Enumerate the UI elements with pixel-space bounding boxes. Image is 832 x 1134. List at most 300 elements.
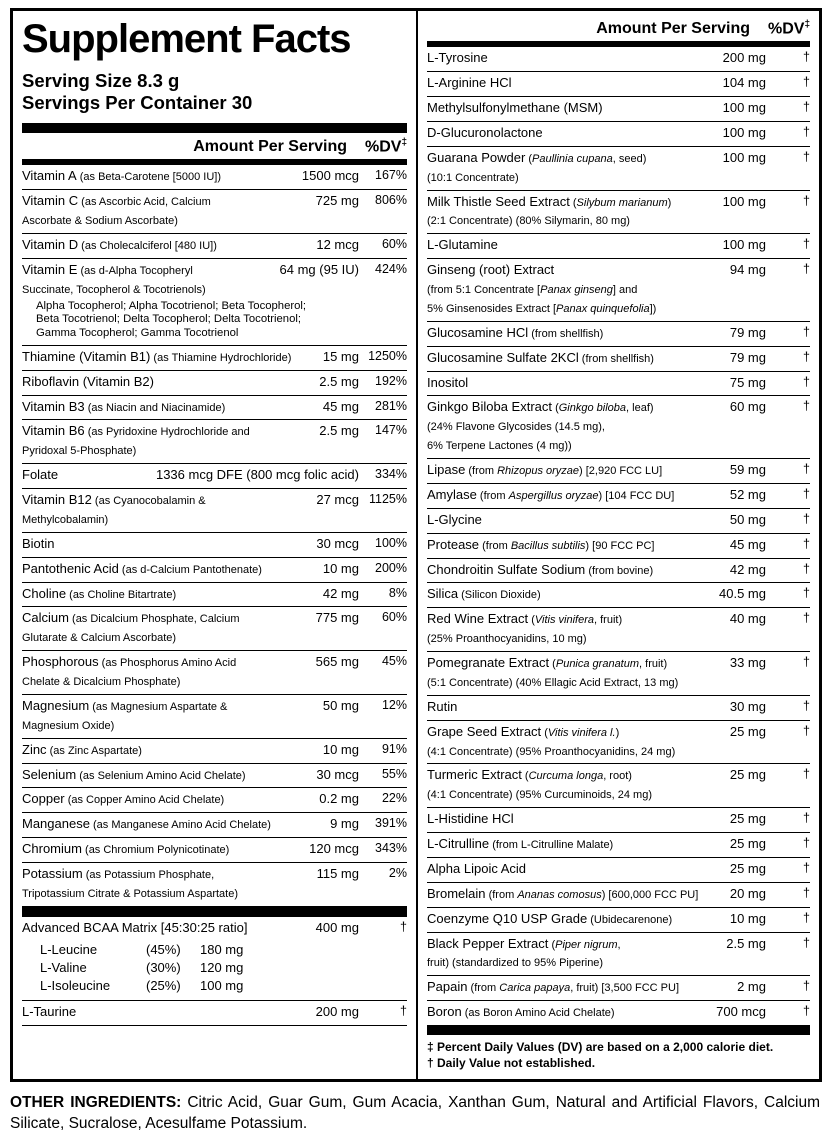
dv-value: † — [803, 193, 810, 208]
sub-ingredient-lines — [22, 299, 407, 342]
dv-value: † — [803, 100, 810, 115]
sub-ingredient-amount: 120 mg — [200, 960, 244, 976]
left-column-header — [22, 133, 407, 159]
right-nutrient-rows — [427, 47, 810, 1025]
dv-value: † — [803, 262, 810, 277]
dv-header-mark: ‡ — [401, 136, 407, 148]
section-divider-bar — [22, 123, 407, 133]
nutrient-descriptor: (Curcuma longa, root) (4:1 Concentrate) (95% Curcuminoids, 24 mg) — [427, 770, 652, 802]
nutrient-descriptor: (as Phosphorus Amino Acid Chelate & Dicalcium Phosphate) — [22, 657, 237, 689]
nutrient-row — [22, 916, 407, 1000]
amount-value: 33 mg — [729, 655, 766, 671]
dv-value: 424% — [375, 261, 407, 276]
nutrient-name: Copper — [22, 791, 65, 807]
dv-value: † — [803, 836, 810, 851]
other-ingredients-text: Citric Acid, Guar Gum, Gum Acacia, Xanthan Gum, Natural and Artificial Flavors, Calcium Silicate, Sucralose, Acesulfame Potassium. — [10, 1094, 820, 1132]
dv-value: 192% — [375, 373, 407, 388]
amount-value: 2.5 mg — [319, 423, 359, 439]
nutrient-row — [427, 607, 810, 651]
nutrient-name: Amylase — [427, 486, 477, 502]
nutrient-name: Chondroitin Sulfate Sodium — [427, 561, 586, 577]
dv-value: † — [803, 149, 810, 164]
nutrient-name: Vitamin B6 — [22, 423, 85, 439]
nutrient-row — [427, 371, 810, 396]
amount-value: 60 mg — [729, 399, 766, 415]
nutrient-row — [22, 606, 407, 650]
amount-value: 25 mg — [729, 811, 766, 827]
nutrient-row — [427, 395, 810, 458]
amount-value: 2.5 mg — [726, 935, 766, 951]
nutrient-name: Protease — [427, 536, 480, 552]
nutrient-row — [427, 483, 810, 508]
dv-value: 1250% — [368, 348, 407, 363]
amount-value: 50 mg — [729, 511, 766, 527]
sub-ingredient-line: Gamma Tocopherol; Gamma Tocotrienol — [36, 327, 239, 340]
dv-value: 55% — [381, 766, 407, 781]
dv-value: 100% — [375, 535, 407, 550]
section-divider-bar — [22, 906, 407, 916]
footnote: ‡ Percent Daily Values (DV) are based on a 2,000 calorie diet. — [427, 1040, 774, 1055]
nutrient-descriptor: (from 5:1 Concentrate [Panax ginseng] and 5% Ginsenosides Extract [Panax quinquefolia]) — [427, 284, 657, 315]
nutrient-name: L-Citrulline — [427, 836, 490, 852]
dv-value: † — [803, 811, 810, 826]
nutrient-row — [427, 96, 810, 121]
dv-value: 22% — [381, 791, 407, 806]
sub-ingredient-row — [40, 959, 407, 977]
nutrient-descriptor: (Vitis vinifera l.) (4:1 Concentrate) (95% Proanthocyanidins, 24 mg) — [427, 726, 676, 758]
amount-value: 400 mg — [315, 919, 359, 935]
nutrient-row — [427, 763, 810, 807]
nutrient-name: Selenium — [22, 766, 77, 782]
nutrient-name: Glucosamine Sulfate 2KCl — [427, 349, 579, 365]
amount-value: 94 mg — [729, 262, 766, 278]
nutrient-row — [22, 738, 407, 763]
nutrient-row — [427, 71, 810, 96]
nutrient-descriptor: (Silicon Dioxide) — [458, 589, 541, 602]
nutrient-row — [22, 862, 407, 906]
nutrient-descriptor: (as Magnesium Aspartate & Magnesium Oxide) — [22, 700, 228, 732]
sub-ingredient-percent: (45%) — [146, 942, 181, 958]
sub-ingredient-line: Alpha Tocopherol; Alpha Tocotrienol; Beta Tocopherol; — [36, 299, 307, 312]
amount-value: 30 mcg — [316, 535, 359, 551]
nutrient-name: Coenzyme Q10 USP Grade — [427, 910, 588, 926]
dv-value: † — [803, 124, 810, 139]
amount-value: 725 mg — [315, 193, 359, 209]
nutrient-row — [22, 395, 407, 420]
amount-value: 115 mg — [316, 866, 359, 882]
dv-value: † — [803, 536, 810, 551]
nutrient-name: Guarana Powder — [427, 149, 526, 165]
nutrient-name: Folate — [22, 467, 59, 483]
nutrient-row — [427, 321, 810, 346]
nutrient-name: Grape Seed Extract — [427, 723, 542, 739]
amount-value: 100 mg — [722, 237, 766, 253]
nutrient-name: Vitamin A — [22, 168, 77, 184]
nutrient-name: L-Taurine — [22, 1003, 77, 1019]
amount-value: 200 mg — [722, 50, 766, 66]
nutrient-row — [427, 558, 810, 583]
nutrient-row — [427, 190, 810, 234]
nutrient-row — [22, 345, 407, 370]
nutrient-name: Advanced BCAA Matrix [45:30:25 ratio] — [22, 919, 248, 935]
nutrient-name: Rutin — [427, 698, 458, 714]
nutrient-name: Manganese — [22, 816, 90, 832]
nutrient-name: Milk Thistle Seed Extract — [427, 193, 570, 209]
nutrient-row — [427, 582, 810, 607]
nutrient-row — [22, 837, 407, 862]
footnotes — [427, 1035, 810, 1071]
nutrient-descriptor: (from Aspergillus oryzae) [104 FCC DU] — [476, 489, 675, 502]
nutrient-name: Alpha Lipoic Acid — [427, 860, 527, 876]
dv-value: † — [803, 462, 810, 477]
nutrient-name: Potassium — [22, 866, 83, 882]
sub-ingredient-line: Beta Tocotrienol; Delta Tocopherol; Delta Tocotrienol; — [36, 313, 302, 326]
nutrient-descriptor: (as Chromium Polynicotinate) — [81, 844, 230, 857]
nutrient-row — [22, 1000, 407, 1026]
nutrient-name: Pantothenic Acid — [22, 560, 119, 576]
nutrient-name: Magnesium — [22, 697, 90, 713]
nutrient-name: Calcium — [22, 610, 69, 626]
nutrient-name: Thiamine (Vitamin B1) — [22, 348, 151, 364]
nutrient-row — [427, 882, 810, 907]
dv-value: † — [803, 767, 810, 782]
nutrient-row — [427, 346, 810, 371]
sub-ingredient-name: L-Valine — [40, 960, 87, 976]
dv-value: † — [803, 324, 810, 339]
amount-value: 27 mcg — [316, 492, 359, 508]
amount-value: 25 mg — [729, 860, 766, 876]
dv-value: 334% — [375, 467, 407, 482]
amount-value: 775 mg — [315, 610, 359, 626]
servings-per-container: Servings Per Container 30 — [22, 92, 253, 114]
nutrient-name: Glucosamine HCl — [427, 324, 529, 340]
nutrient-row — [427, 907, 810, 932]
nutrient-descriptor: (as Cholecalciferol [480 IU]) — [78, 239, 217, 252]
nutrient-row — [22, 258, 407, 345]
amount-value: 12 mcg — [316, 236, 359, 252]
nutrient-row — [427, 720, 810, 764]
amount-value: 2.5 mg — [319, 373, 359, 389]
nutrient-descriptor: (as Niacin and Niacinamide) — [84, 401, 226, 414]
nutrient-descriptor: (as Beta-Carotene [5000 IU]) — [76, 171, 221, 184]
nutrient-descriptor: (from Bacillus subtilis) [90 FCC PC] — [479, 539, 655, 552]
dv-value: 343% — [375, 841, 407, 856]
dv-value: † — [803, 561, 810, 576]
amount-value: 30 mg — [729, 698, 766, 714]
amount-value: 9 mg — [330, 816, 359, 832]
amount-value: 25 mg — [729, 767, 766, 783]
nutrient-row — [427, 807, 810, 832]
nutrient-name: L-Glutamine — [427, 237, 498, 253]
amount-value: 45 mg — [322, 398, 359, 414]
dv-value: 281% — [375, 398, 407, 413]
serving-size: Serving Size 8.3 g — [22, 69, 180, 91]
section-divider-bar — [427, 1025, 810, 1035]
amount-value: 42 mg — [729, 561, 766, 577]
amount-value: 59 mg — [729, 462, 766, 478]
left-nutrient-rows — [22, 165, 407, 1025]
supplement-facts-panel — [10, 8, 822, 1082]
amount-per-serving-header: Amount Per Serving — [596, 20, 750, 38]
nutrient-descriptor: (as Boron Amino Acid Chelate) — [461, 1007, 615, 1020]
amount-value: 0.2 mg — [319, 791, 359, 807]
nutrient-row — [427, 233, 810, 258]
nutrient-descriptor: (as Potassium Phosphate, Tripotassium Citrate & Potassium Aspartate) — [22, 869, 239, 900]
dv-value: † — [803, 50, 810, 65]
nutrient-descriptor: (from L-Citrulline Malate) — [489, 839, 614, 852]
nutrient-name: L-Arginine HCl — [427, 75, 512, 91]
nutrient-row — [22, 370, 407, 395]
nutrient-descriptor: (Ubidecarenone) — [587, 913, 673, 926]
sub-ingredient-table — [22, 938, 407, 997]
amount-value: 100 mg — [722, 149, 766, 165]
nutrient-row — [22, 763, 407, 788]
amount-value: 10 mg — [729, 910, 766, 926]
nutrient-descriptor: (as Selenium Amino Acid Chelate) — [76, 769, 246, 782]
nutrient-descriptor: (from Carica papaya, fruit) [3,500 FCC PU] — [467, 982, 680, 995]
amount-value: 52 mg — [729, 486, 766, 502]
nutrient-row — [427, 146, 810, 190]
dv-header — [766, 19, 810, 38]
dv-value: 45% — [381, 654, 407, 669]
nutrient-row — [427, 458, 810, 483]
nutrient-row — [427, 932, 810, 976]
amount-value: 79 mg — [729, 349, 766, 365]
amount-value: 42 mg — [322, 585, 359, 601]
amount-value: 45 mg — [729, 536, 766, 552]
nutrient-descriptor: (Silybum marianum) (2:1 Concentrate) (80% Silymarin, 80 mg) — [427, 196, 672, 228]
nutrient-descriptor: (from shellfish) — [528, 327, 604, 340]
nutrient-descriptor: (Ginkgo biloba, leaf) (24% Flavone Glycosides (14.5 mg), 6% Terpene Lactones (4 mg)) — [427, 402, 654, 453]
other-ingredients-label: OTHER INGREDIENTS: — [10, 1094, 182, 1112]
dv-value: 2% — [388, 866, 407, 881]
amount-value: 565 mg — [315, 654, 359, 670]
dv-header-text: %DV — [767, 20, 805, 38]
nutrient-name: Boron — [427, 1004, 462, 1020]
dv-value: † — [803, 698, 810, 713]
dv-value: † — [803, 1004, 810, 1019]
sub-ingredient-amount: 180 mg — [200, 942, 244, 958]
dv-value: † — [400, 1003, 407, 1018]
amount-value: 40 mg — [729, 611, 766, 627]
sub-ingredient-row — [40, 941, 407, 959]
nutrient-name: Ginkgo Biloba Extract — [427, 399, 553, 415]
dv-value: † — [803, 511, 810, 526]
sub-ingredient-name: L-Leucine — [40, 942, 98, 958]
nutrient-descriptor: (Punica granatum, fruit) (5:1 Concentrate) (40% Ellagic Acid Extract, 13 mg) — [427, 658, 679, 689]
dv-value: † — [803, 399, 810, 414]
nutrient-name: Inositol — [427, 374, 469, 390]
nutrient-name: L-Histidine HCl — [427, 811, 514, 827]
right-column-header — [427, 15, 810, 41]
nutrient-name: Biotin — [22, 535, 55, 551]
dv-value: 12% — [381, 697, 407, 712]
nutrient-row — [427, 508, 810, 533]
supplement-label-sheet — [0, 8, 832, 1132]
amount-value: 40.5 mg — [719, 586, 766, 602]
nutrient-row — [22, 694, 407, 738]
dv-value: † — [803, 586, 810, 601]
nutrient-name: Methylsulfonylmethane (MSM) — [427, 100, 603, 116]
nutrient-row — [427, 121, 810, 146]
nutrient-name: Silica — [427, 586, 459, 602]
nutrient-descriptor: (as Zinc Aspartate) — [46, 744, 142, 757]
nutrient-row — [22, 812, 407, 837]
nutrient-row — [427, 533, 810, 558]
sub-ingredient-amount: 100 mg — [200, 978, 244, 994]
nutrient-descriptor: (as Ascorbic Acid, Calcium Ascorbate & Sodium Ascorbate) — [22, 196, 211, 227]
dv-value: † — [803, 655, 810, 670]
nutrient-descriptor: (from bovine) — [585, 564, 654, 577]
nutrient-name: Vitamin B12 — [22, 492, 92, 508]
amount-value: 79 mg — [729, 324, 766, 340]
sub-ingredient-percent: (25%) — [146, 978, 181, 994]
nutrient-descriptor: (as Dicalcium Phosphate, Calcium Glutarate & Calcium Ascorbate) — [22, 613, 240, 645]
dv-value: 806% — [375, 193, 407, 208]
amount-value: 1336 mcg DFE (800 mcg folic acid) — [155, 467, 359, 483]
nutrient-descriptor: (from Ananas comosus) [600,000 FCC PU] — [485, 888, 699, 901]
nutrient-row — [22, 532, 407, 557]
amount-value: 2 mg — [737, 979, 766, 995]
amount-value: 20 mg — [729, 885, 766, 901]
nutrient-descriptor: (as Cyanocobalamin & Methylcobalamin) — [22, 495, 206, 526]
nutrient-name: Choline — [22, 585, 67, 601]
nutrient-name: Pomegranate Extract — [427, 655, 550, 671]
nutrient-descriptor: (from shellfish) — [578, 352, 654, 365]
nutrient-name: Vitamin B3 — [22, 398, 85, 414]
nutrient-row — [22, 557, 407, 582]
nutrient-descriptor: (Vitis vinifera, fruit) (25% Proanthocyanidins, 10 mg) — [427, 614, 623, 646]
nutrient-descriptor: (as Copper Amino Acid Chelate) — [64, 794, 225, 807]
nutrient-row — [22, 419, 407, 463]
nutrient-row — [22, 233, 407, 258]
amount-value: 25 mg — [729, 836, 766, 852]
nutrient-name: Black Pepper Extract — [427, 935, 549, 951]
dv-value: † — [803, 75, 810, 90]
dv-value: 391% — [375, 816, 407, 831]
nutrient-descriptor: (as d-Alpha Tocopheryl Succinate, Tocopherol & Tocotrienols) — [22, 264, 206, 296]
dv-value: † — [803, 237, 810, 252]
dv-value: † — [400, 919, 407, 934]
amount-value: 100 mg — [722, 193, 766, 209]
panel-title: Supplement Facts — [22, 17, 351, 61]
dv-value: 1125% — [369, 492, 407, 507]
amount-value: 75 mg — [729, 374, 766, 390]
nutrient-descriptor: (as Manganese Amino Acid Chelate) — [89, 819, 271, 832]
nutrient-row — [22, 650, 407, 694]
nutrient-name: Bromelain — [427, 885, 486, 901]
amount-value: 50 mg — [322, 697, 359, 713]
nutrient-name: Phosphorous — [22, 654, 99, 670]
amount-value: 120 mcg — [309, 841, 359, 857]
nutrient-descriptor: (as Choline Bitartrate) — [66, 588, 177, 601]
amount-value: 30 mcg — [316, 766, 359, 782]
nutrient-name: Vitamin D — [22, 236, 79, 252]
nutrient-descriptor: (from Rhizopus oryzae) [2,920 FCC LU] — [465, 465, 663, 478]
amount-value: 100 mg — [722, 100, 766, 116]
dv-header-mark: ‡ — [804, 19, 810, 30]
dv-value: 200% — [375, 560, 407, 575]
amount-value: 104 mg — [722, 75, 766, 91]
nutrient-descriptor: (Piper nigrum, fruit) (standardized to 95% Piperine) — [427, 938, 621, 970]
nutrient-name: Turmeric Extract — [427, 767, 522, 783]
amount-value: 64 mg (95 IU) — [279, 261, 359, 277]
nutrient-row — [22, 165, 407, 189]
dv-value: 147% — [375, 423, 407, 438]
sub-ingredient-row — [40, 977, 407, 995]
nutrient-name: D-Glucuronolactone — [427, 124, 543, 140]
dv-value: † — [803, 860, 810, 875]
nutrient-row — [22, 463, 407, 488]
nutrient-name: Chromium — [22, 841, 82, 857]
nutrient-row — [22, 189, 407, 233]
nutrient-row — [427, 1000, 810, 1025]
amount-value: 200 mg — [315, 1003, 359, 1019]
nutrient-name: Riboflavin (Vitamin B2) — [22, 373, 154, 389]
amount-value: 10 mg — [322, 741, 359, 757]
amount-value: 700 mcg — [716, 1004, 766, 1020]
nutrient-row — [427, 651, 810, 695]
dv-header-text: %DV — [364, 138, 402, 156]
nutrient-name: Zinc — [22, 741, 47, 757]
dv-value: 8% — [388, 585, 407, 600]
nutrient-name: L-Glycine — [427, 511, 482, 527]
other-ingredients — [10, 1093, 820, 1134]
nutrient-name: Vitamin C — [22, 193, 79, 209]
nutrient-name: Papain — [427, 979, 468, 995]
nutrient-row — [22, 488, 407, 532]
dv-value: † — [803, 611, 810, 626]
nutrient-row — [427, 258, 810, 321]
nutrient-descriptor: (as Pyridoxine Hydrochloride and Pyridoxal 5-Phosphate) — [22, 426, 250, 458]
dv-value: 60% — [381, 236, 407, 251]
amount-per-serving-header: Amount Per Serving — [193, 138, 347, 156]
dv-value: † — [803, 349, 810, 364]
nutrient-descriptor: (as d-Calcium Pantothenate) — [118, 563, 262, 576]
dv-value: 91% — [381, 741, 407, 756]
nutrient-descriptor: (Paullinia cupana, seed) (10:1 Concentrate) — [427, 152, 647, 184]
amount-value: 15 mg — [322, 348, 359, 364]
dv-header — [363, 137, 407, 156]
nutrient-name: Ginseng (root) Extract — [427, 262, 555, 278]
nutrient-row — [427, 47, 810, 71]
dv-value: † — [803, 910, 810, 925]
nutrient-descriptor: (as Thiamine Hydrochloride) — [150, 351, 292, 364]
nutrient-name: Red Wine Extract — [427, 611, 529, 627]
nutrient-row — [22, 582, 407, 607]
amount-value: 100 mg — [722, 124, 766, 140]
sub-ingredient-percent: (30%) — [146, 960, 181, 976]
nutrient-name: Vitamin E — [22, 261, 78, 277]
nutrient-row — [427, 832, 810, 857]
dv-value: † — [803, 486, 810, 501]
dv-value: † — [803, 723, 810, 738]
dv-value: † — [803, 935, 810, 950]
dv-value: † — [803, 885, 810, 900]
nutrient-name: Lipase — [427, 462, 466, 478]
amount-value: 25 mg — [729, 723, 766, 739]
sub-ingredient-name: L-Isoleucine — [40, 978, 111, 994]
nutrient-row — [22, 787, 407, 812]
dv-value: † — [803, 374, 810, 389]
nutrient-row — [427, 695, 810, 720]
nutrient-name: L-Tyrosine — [427, 50, 488, 66]
dv-value: 167% — [375, 168, 407, 183]
dv-value: 60% — [381, 610, 407, 625]
nutrient-row — [427, 975, 810, 1000]
amount-value: 10 mg — [322, 560, 359, 576]
dv-value: † — [803, 979, 810, 994]
